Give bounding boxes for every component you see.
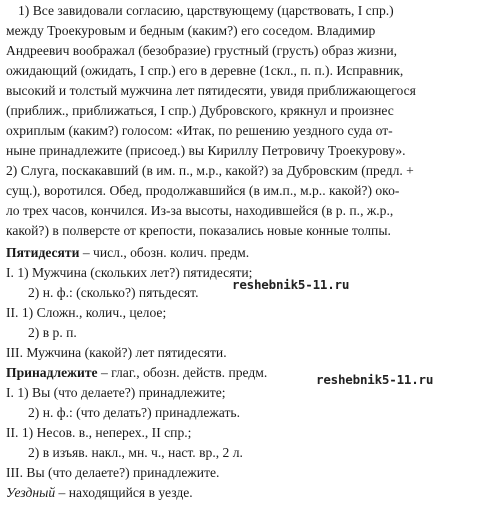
analysis-description: – глаг., обозн. действ. предм. xyxy=(97,365,268,380)
analysis-line: 2) н. ф.: (что делать?) принадлежать. xyxy=(28,405,241,420)
analysis-line: 2) н. ф.: (сколько?) пятьдесят. xyxy=(28,285,199,300)
paragraph-line: 2) Слуга, поскакавший (в им. п., м.р., какой?) за Дубровским (предл. + xyxy=(6,163,414,178)
glossary-definition: – находящийся в уезде. xyxy=(55,485,193,500)
analysis-line: I. 1) Мужчина (скольких лет?) пятидесяти; xyxy=(6,265,253,280)
analysis-line: I. 1) Вы (что делаете?) принадлежите; xyxy=(6,385,226,400)
glossary-term: Уездный xyxy=(6,485,56,500)
paragraph-line: ожидающий (ожидать, I спр.) его в деревне (1скл., п. п.). Исправник, xyxy=(6,63,404,78)
paragraph-line: 1) Все завидовали согласию, царствующему (царствовать, I спр.) xyxy=(18,3,394,18)
paragraph-line: (приближ., приближаться, I спр.) Дубровского, крякнул и произнес xyxy=(6,103,394,118)
analysis-term: Принадлежите xyxy=(6,365,98,380)
analysis-line: 2) в р. п. xyxy=(28,325,77,340)
paragraph-line: Андреевич воображал (безобразие) грустный (грусть) образ жизни, xyxy=(6,43,398,58)
analysis-term: Пятидесяти xyxy=(6,245,80,260)
watermark: reshebnik5-11.ru xyxy=(316,372,434,387)
analysis-line: III. Вы (что делаете?) принадлежите. xyxy=(6,465,220,480)
paragraph-line: между Троекуровым и бедным (каким?) его соседом. Владимир xyxy=(6,23,376,38)
analysis-line: II. 1) Сложн., колич., целое; xyxy=(6,305,167,320)
paragraph-line: какой?) в полверсте от крепости, показались новые конные толпы. xyxy=(6,223,391,238)
paragraph-line: охриплым (каким?) голосом: «Итак, по решению уездного суда от- xyxy=(6,123,393,138)
glossary-line xyxy=(6,483,476,503)
analysis-line: 2) в изъяв. накл., мн. ч., наст. вр., 2 л. xyxy=(28,445,243,460)
paragraph-line: высокий и толстый мужчина лет пятидесяти, увидя приближающегося xyxy=(6,83,416,98)
analysis-line: III. Мужчина (какой?) лет пятидесяти. xyxy=(6,345,227,360)
paragraph-line: ныне принадлежите (присоед.) вы Кириллу Петровичу Троекурову». xyxy=(6,143,406,158)
watermark: reshebnik5-11.ru xyxy=(232,277,350,292)
analysis-description: – числ., обозн. колич. предм. xyxy=(79,245,250,260)
analysis-heading xyxy=(6,243,476,263)
analysis-line: II. 1) Несов. в., неперех., II спр.; xyxy=(6,425,192,440)
paragraph-line: сущ.), воротился. Обед, продолжавшийся (в им.п., м.р.. какой?) око- xyxy=(6,183,400,198)
paragraph-line: ло трех часов, кончился. Из-за высоты, находившейся (в р. п., ж.р., xyxy=(6,203,394,218)
